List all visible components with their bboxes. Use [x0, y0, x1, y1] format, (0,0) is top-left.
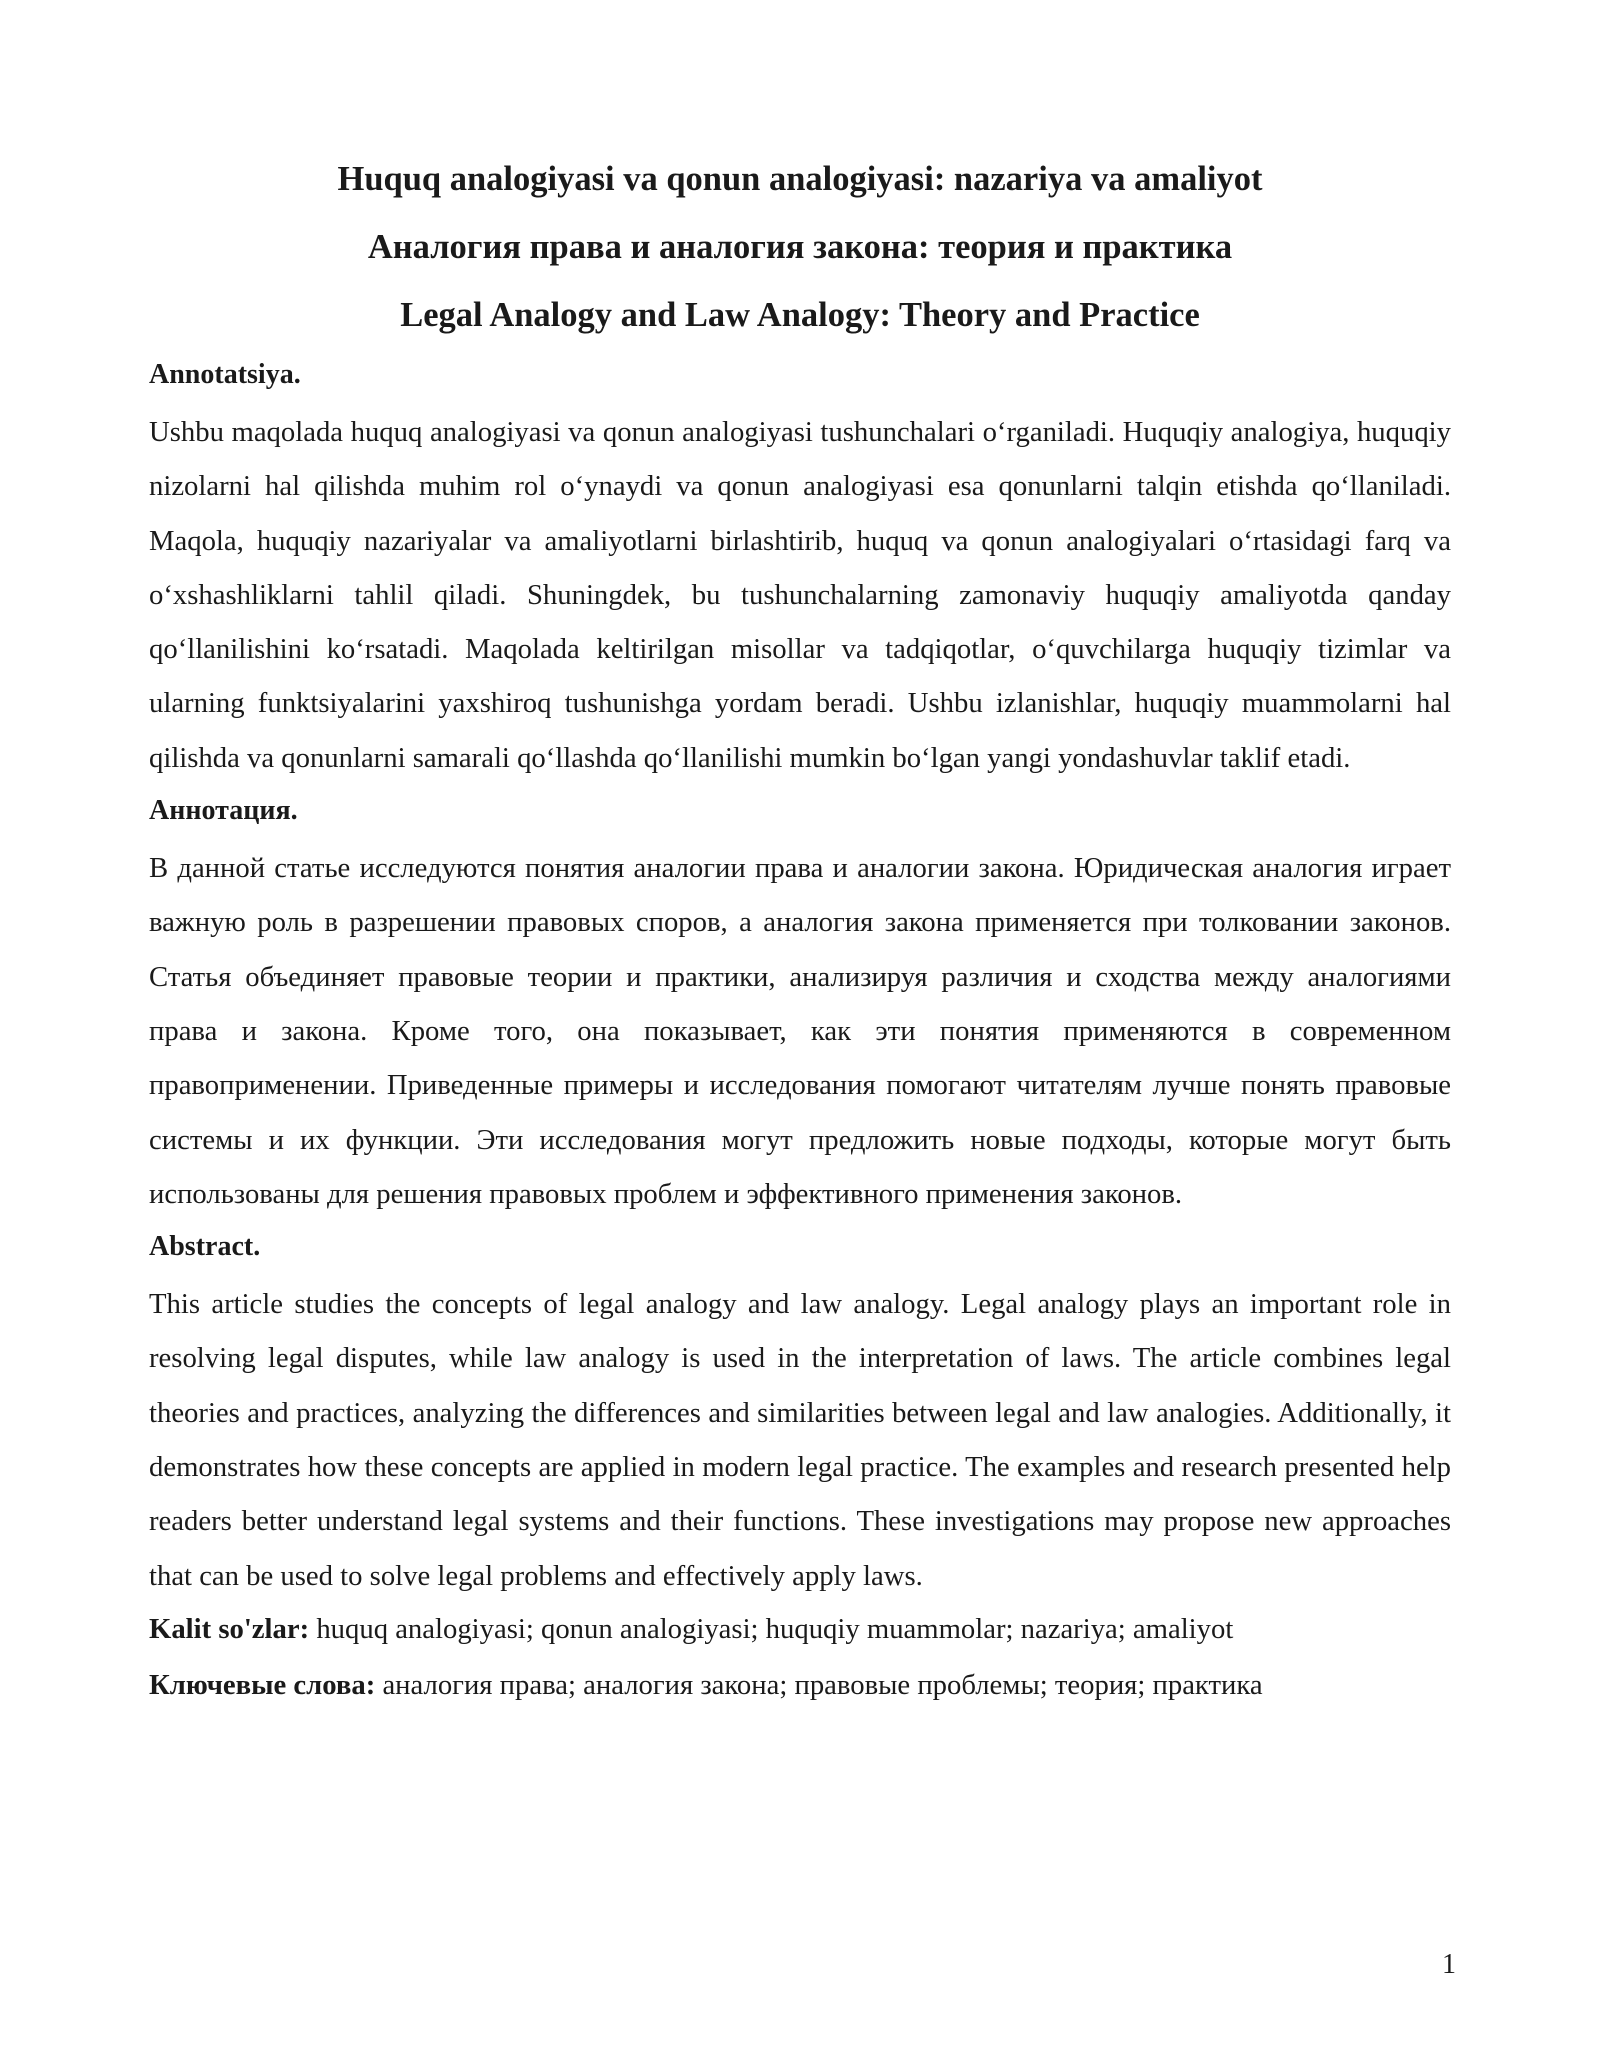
document-page	[149, 145, 1451, 1705]
page-number: 1	[1442, 1949, 1456, 1980]
keywords-russian	[149, 1665, 1451, 1705]
annotation-uzbek-section	[149, 355, 1451, 785]
annotation-russian-heading: Аннотация.	[149, 795, 298, 827]
annotation-uzbek-heading: Annotatsiya.	[149, 359, 301, 390]
keywords-uzbek-text: huquq analogiyasi; qonun analogiyasi; huquqiy muammolar; nazariya; amaliyot	[309, 1612, 1234, 1645]
annotation-russian-section	[149, 791, 1451, 1221]
abstract-english-section	[149, 1227, 1451, 1603]
title-english: Legal Analogy and Law Analogy: Theory and Practice	[400, 296, 1200, 334]
keywords-russian-text: аналогия права; аналогия закона; правовые проблемы; теория; практика	[375, 1668, 1263, 1701]
abstract-english-heading: Abstract.	[149, 1231, 261, 1263]
keywords-uzbek-label: Kalit so'zlar:	[149, 1612, 310, 1645]
title-russian: Аналогия права и аналогия закона: теория и практика	[367, 228, 1233, 266]
annotation-russian-text: В данной статье исследуются понятия аналогии права и аналогии закона. Юридическая аналогия играет важную роль в разрешении правовых споров, а аналогия закона применяется при толковании законов. Статья объединяет правовые теории и практики, анализируя различия и сходства между аналогиями права и закона. Кроме того, она показывает, как эти понятия применяются в современном правоприменении. Приведенные примеры и исследования помогают читателям лучше понять правовые системы и их функции. Эти исследования могут предложить новые подходы, которые могут быть использованы для решения правовых проблем и эффективного применения законов.	[149, 852, 1451, 1210]
keywords-uzbek	[149, 1609, 1451, 1649]
title-uzbek: Huquq analogiyasi va qonun analogiyasi: nazariya va amaliyot	[337, 160, 1263, 198]
abstract-english-text: This article studies the concepts of legal analogy and law analogy. Legal analogy plays an important role in resolving legal disputes, while law analogy is used in the interpretation of laws. The article combines legal theories and practices, analyzing the differences and similarities between legal and law analogies. Additionally, it demonstrates how these concepts are applied in modern legal practice. The examples and research presented help readers better understand legal systems and their functions. These investigations may propose new approaches that can be used to solve legal problems and effectively apply laws.	[149, 1288, 1451, 1592]
annotation-uzbek-text: Ushbu maqolada huquq analogiyasi va qonun analogiyasi tushunchalari oʻrganiladi. Huquqiy analogiya, huquqiy nizolarni hal qilishda muhim rol oʻynaydi va qonun analogiyasi esa qonunlarni talqin etishda qoʻllaniladi. Maqola, huquqiy nazariyalar va amaliyotlarni birlashtirib, huquq va qonun analogiyalari oʻrtasidagi farq va oʻxshashliklarni tahlil qiladi. Shuningdek, bu tushunchalarning zamonaviy huquqiy amaliyotda qanday qoʻllanilishini koʻrsatadi. Maqolada keltirilgan misollar va tadqiqotlar, oʻquvchilarga huquqiy tizimlar va ularning funktsiyalarini yaxshiroq tushunishga yordam beradi. Ushbu izlanishlar, huquqiy muammolarni hal qilishda va qonunlarni samarali qoʻllashda qoʻllanilishi mumkin boʻlgan yangi yondashuvlar taklif etadi.	[149, 416, 1451, 774]
keywords-russian-label: Ключевые слова:	[149, 1668, 376, 1701]
